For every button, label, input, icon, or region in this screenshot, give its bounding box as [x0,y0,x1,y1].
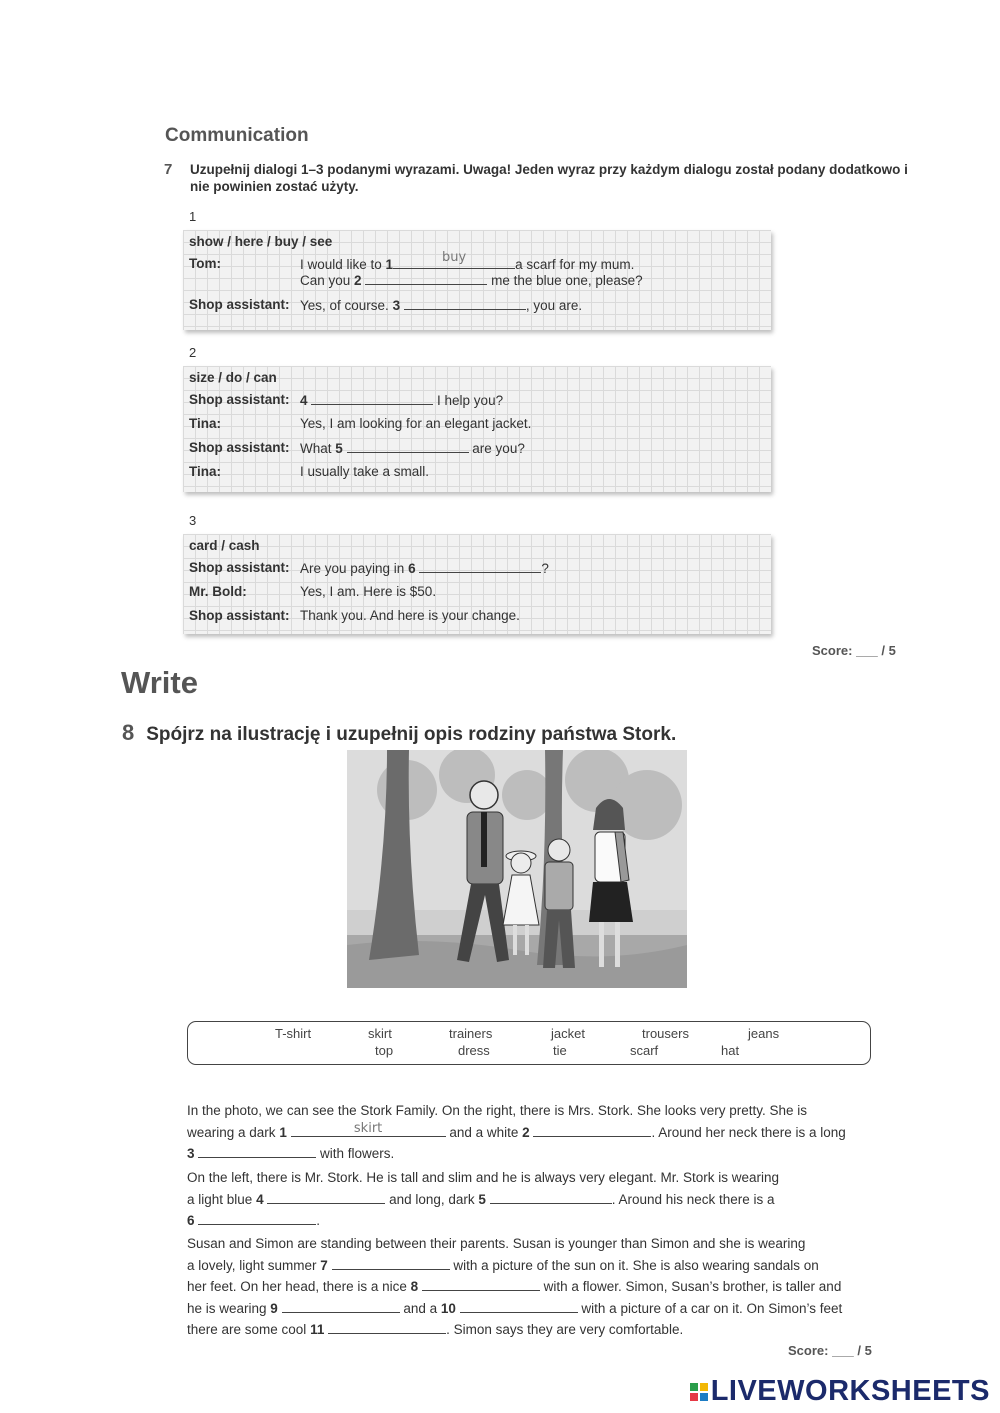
dialogue2-line3b: are you? [468,441,525,456]
answer-blank-w4[interactable] [267,1191,385,1204]
word-tshirt: T-shirt [275,1026,312,1041]
answer-blank-w6[interactable] [198,1212,316,1225]
section-title-communication: Communication [165,125,309,146]
speaker-shop-assistant: Shop assistant: [189,560,290,575]
word-hat: hat [721,1043,740,1058]
dialogue2-line1b: I help you? [433,393,504,408]
section-title-write: Write [121,665,198,700]
answer-blank-3[interactable] [404,297,526,310]
score-communication: Score: ___ / 5 [812,643,896,658]
word-bank-box [187,1021,871,1065]
dialogue2-line3a: What [300,441,336,456]
logo-square-4 [700,1393,708,1401]
answer-blank-w1[interactable] [291,1120,446,1137]
family-illustration [347,750,687,988]
answer-blank-w7[interactable] [332,1257,450,1270]
p3-line4c: with a picture of a car on it. On Simon’s feet [577,1300,843,1316]
liveworksheets-text: LIVEWORKSHEETS [710,1375,990,1407]
dialogue3-line1b: ? [541,561,549,576]
dialogue1-line1a: I would like to [300,257,386,272]
p3-line2a: a lovely, light summer [187,1257,321,1273]
p3-line2b: with a picture of the sun on it. She is also wearing sandals on [449,1257,819,1273]
answer-w1-text: skirt [353,1120,383,1136]
answer-blank-w5[interactable] [490,1191,612,1204]
p3-line1: Susan and Simon are standing between their parents. Susan is younger than Simon and she is wearing [187,1236,806,1251]
speaker-shop-assistant: Shop assistant: [189,440,290,455]
speaker-shop-assistant: Shop assistant: [189,392,290,407]
liveworksheets-logo [689,1375,990,1408]
logo-square-3 [690,1393,698,1401]
word-jeans: jeans [748,1026,780,1041]
word-trainers: trainers [449,1026,493,1041]
blank-number-w2: 2 [522,1124,530,1140]
exercise-number-7: 7 [164,161,173,178]
speaker-shop-assistant: Shop assistant: [189,297,290,312]
answer-blank-2[interactable] [365,272,487,285]
blank-number-w10: 10 [440,1300,456,1316]
paragraph-mrs-stork [187,1100,887,1165]
blank-number-w7: 7 [320,1257,328,1273]
blank-number-w5: 5 [478,1191,486,1207]
p3-line4a: he is wearing [187,1300,271,1316]
logo-square-1 [690,1383,698,1391]
p1-line1: In the photo, we can see the Stork Family. On the right, there is Mrs. Stork. She looks very pretty. She is [187,1103,808,1118]
score-write: Score: ___ / 5 [788,1343,872,1358]
blank-number-5: 5 [335,441,343,456]
dialogue-number-3: 3 [189,513,197,528]
answer-blank-w9[interactable] [282,1300,400,1313]
word-bank-3: card / cash [189,538,260,553]
blank-number-1: 1 [385,257,394,272]
speaker-mr-bold: Mr. Bold: [189,584,247,599]
answer-blank-5[interactable] [347,440,469,453]
dialogue-box-3 [183,534,771,634]
p1-line2a: wearing a dark [187,1124,280,1140]
exercise-number-8: 8 [122,720,135,745]
liveworksheets-logo-icon [689,1382,711,1402]
dialogue3-line1a: Are you paying in [300,561,409,576]
answer-blank-w3[interactable] [198,1145,316,1158]
p3-line4b: and a [399,1300,441,1316]
speaker-tina: Tina: [189,416,222,431]
blank-number-3: 3 [392,298,401,313]
p3-line3a: her feet. On her head, there is a nice [187,1279,411,1294]
answer-blank-w8[interactable] [422,1278,540,1291]
answer-blank-1[interactable] [393,250,515,269]
paragraph-mr-stork [187,1167,887,1232]
blank-number-w6: 6 [187,1213,195,1228]
p2-line1: On the left, there is Mr. Stork. He is tall and slim and he is always very elegant. Mr. Stork is wearing [187,1170,779,1185]
p3-line5b: . Simon says they are very comfortable. [446,1322,684,1337]
blank-number-6: 6 [408,561,416,576]
dialogue3-line2: Yes, I am. Here is $50. [300,584,437,599]
word-trousers: trousers [642,1026,689,1041]
answer-1-text: buy [441,250,467,265]
blank-number-2: 2 [354,273,362,288]
answer-blank-6[interactable] [419,560,541,573]
blank-number-4: 4 [300,393,308,408]
p1-line2c: . Around her neck there is a long [651,1124,846,1140]
word-top: top [375,1043,394,1058]
dialogue-box-1 [183,230,771,330]
word-tie: tie [553,1043,567,1058]
p2-line3b: . [316,1213,321,1228]
speaker-tom: Tom: [189,256,221,271]
speaker-shop-assistant: Shop assistant: [189,608,290,623]
blank-number-w11: 11 [310,1322,325,1337]
p1-line2b: and a white [445,1124,523,1140]
word-bank-1: show / here / buy / see [189,234,333,249]
word-bank-2: size / do / can [189,370,277,385]
blank-number-w1: 1 [279,1124,287,1140]
word-dress: dress [458,1043,490,1058]
answer-blank-4[interactable] [311,392,433,405]
speaker-tina: Tina: [189,464,222,479]
blank-number-w9: 9 [270,1300,278,1316]
exercise-8-heading [122,720,676,746]
dialogue1-line2b: me the blue one, please? [487,273,643,288]
blank-number-w3: 3 [187,1146,195,1161]
p2-line2a: a light blue [187,1191,257,1207]
dialogue1-line3b: , you are. [525,298,583,313]
paragraph-children [187,1233,887,1341]
exercise-7-instruction: Uzupełnij dialogi 1–3 podanymi wyrazami. Uwaga! Jeden wyraz przy każdym dialogu został podany dodatkowo i nie powinien zostać użyty. [190,162,908,194]
p1-line3b: with flowers. [316,1146,395,1161]
exercise-8-instruction: Spójrz na ilustrację i uzupełnij opis rodziny państwa Stork. [146,724,677,745]
dialogue1-line3a: Yes, of course. [300,298,393,313]
p2-line2b: and long, dark [385,1191,479,1207]
answer-blank-w2[interactable] [533,1124,651,1137]
dialogue1-line1b: a scarf for my mum. [515,257,635,272]
p3-line5a: there are some cool [187,1322,311,1337]
answer-blank-w11[interactable] [328,1321,446,1334]
dialogue2-line4: I usually take a small. [300,464,430,479]
dialogue-box-2 [183,366,771,492]
logo-square-2 [700,1383,708,1391]
blank-number-w8: 8 [410,1279,419,1294]
word-scarf: scarf [630,1043,659,1058]
p2-line2c: . Around his neck there is a [611,1191,775,1207]
dialogue-number-2: 2 [189,345,197,360]
dialogue2-line2: Yes, I am looking for an elegant jacket. [300,416,532,431]
dialogue1-line2a: Can you [300,273,355,288]
word-skirt: skirt [368,1026,392,1041]
word-jacket: jacket [551,1026,585,1041]
dialogue3-line3: Thank you. And here is your change. [300,608,520,623]
p3-line3b: with a flower. Simon, Susan’s brother, is taller and [539,1279,842,1294]
dialogue-number-1: 1 [189,209,197,224]
blank-number-w4: 4 [256,1191,264,1207]
answer-blank-w10[interactable] [460,1300,578,1313]
